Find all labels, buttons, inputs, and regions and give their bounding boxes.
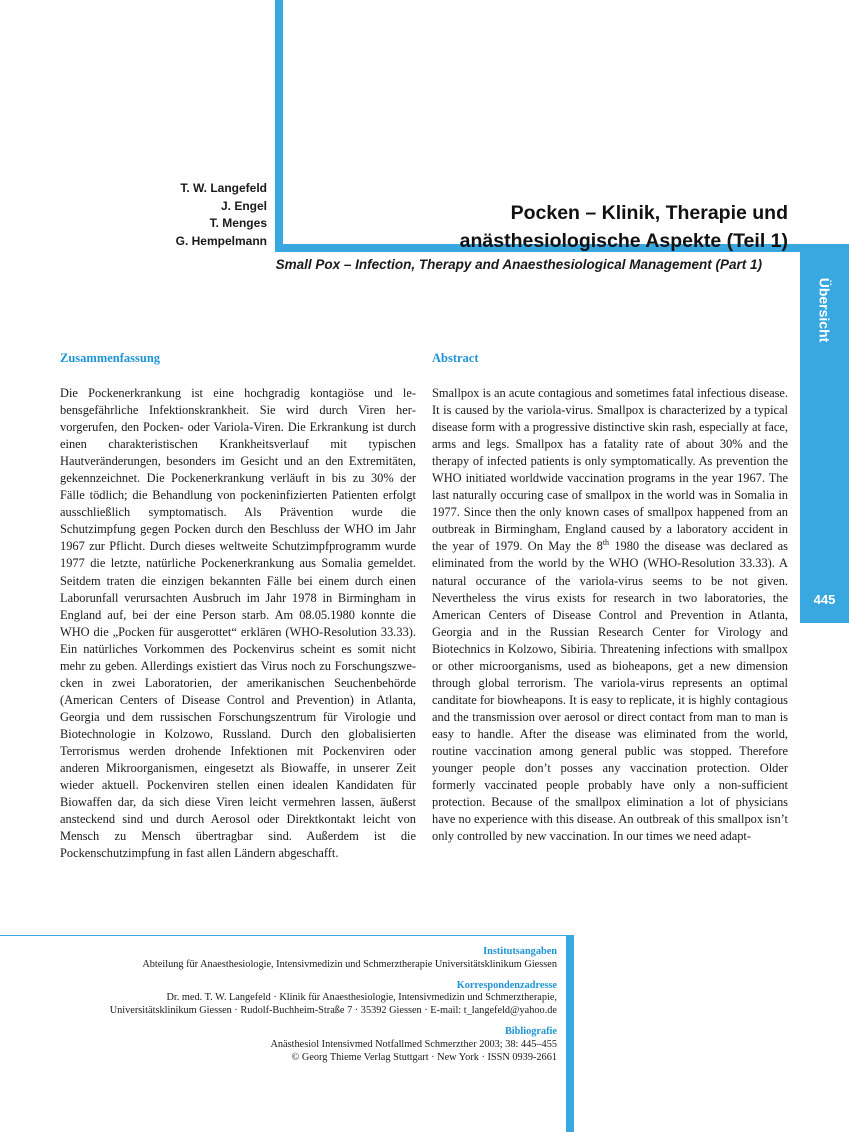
abstract-text: [432, 385, 788, 845]
zusammenfassung-heading: Zusammenfassung: [60, 351, 161, 365]
footer-vertical-rule: [566, 935, 574, 1132]
zusammenfassung-section: [60, 350, 416, 862]
abstract-text-part2: 1980 the disease was declared as eliminated from the world by the WHO (WHO-Resolution 33.33). A natural occurance of the variola-virus seems to be not given. Nevertheless the virus exists for research in two laboratories, the American Centers of Disease Control and Prevention in Atlanta, Georgia and in the Russian Research Center for Virology and Biotechnics in Kolzowo, Sibiria. Threatening infections with smallpox or other microorganisms, used as bioheapons, get a new dimension through global terrorism. The variola-virus represents an optimal canditate for biowheapons. It is easy to replicate, it is highly contagious and the transmission over aerosol or direct contact from man to man is easy to handle. After the disease was eliminated from the world, routine vaccination among general public was stopped. Therefore younger people don’t posses any vaccination protection. Older formerly vaccinated people probably have only a non-sufficient protection. Because of the smallpox elimination a lot of physicians have no experience with this disease. An outbreak of this smallpox isn’t only controlled by new vaccination. In our times we need adapt-: [432, 539, 788, 844]
title-line: Pocken – Klinik, Therapie und: [510, 202, 788, 224]
bibliografie-line: Anästhesiol Intensivmed Notfallmed Schmerzther 2003; 38: 445–455: [270, 1038, 557, 1050]
author-name: T. Menges: [209, 216, 267, 230]
author-name: J. Engel: [220, 198, 267, 213]
article-info-footer: [0, 946, 557, 1064]
side-tab-label: Übersicht: [816, 277, 833, 343]
page-number: 445: [813, 592, 836, 607]
ordinal-superscript: th: [602, 538, 610, 548]
author-name: G. Hempelmann: [175, 233, 267, 248]
institut-heading: Institutsangaben: [483, 946, 557, 957]
abstract-section: [432, 350, 788, 845]
zusammenfassung-text: Die Pockenerkrankung ist eine hochgradig kontagiöse und lebensgefährliche Infektionskrankheit. Sie wird durch Viren hervorgerufen, den Pocken- oder Variola-Viren. Die Erkrankung ist durch einen charakteristischen Krankheitsverlauf mit typischen Hautveränderungen, besonders im Gesicht und an den Extremitäten, gekennzeichnet. Die Pockenerkrankung verläuft in bis zu 30% der Fälle tödlich; die Behandlung von pockeninfizierten Patienten erfolgt ausschließlich symptomatisch. Als Prävention wurde die Schutzimpfung gegen Pocken durch den Beschluss der WHO im Jahr 1967 zur Pflicht. Durch dieses weltweite Schutzimpfprogramm wurde 1977 die letzte, natürliche Pockenerkrankung aus Somalia gemeldet. Seitdem traten die einzigen bekannten Fälle bei einem durch einen Laborunfall verursachten Ausbruch im Jahr 1978 in Birmingham in England auf, bei der eine Person starb. Am 08.05.1980 konnte die WHO die „Pocken für ausgerottet“ erklären (WHO-Resolution 33.33). Ein natürliches Vorkommen des Pockenvirus scheint es somit nicht mehr zu geben. Allerdings existiert das Virus noch zu Forschungszwecken in zwei Laboratorien, der amerikanischen Seuchenbehörde (American Centers of Disease Control and Prevention) in Atlanta, Georgia und dem russischen Forschungszentrum für Virologie und Biotechnologie in Kolzowo, Russland. Durch den globalisierten Terrorismus werden drohende Infektionen mit Pockenviren oder anderen Mikroorganismen, eingesetzt als Biowaffe, in unserer Zeit wieder aktuell. Pockenviren stellen einen idealen Kandidaten für Biowaffen dar, da sich diese Viren leicht vermehren lassen, äußerst ansteckend sind und durch Aerosol oder Direktkontakt leicht von Mensch zu Mensch übertragbar sind. Außerdem ist die Pockenschutzimpfung in fast allen Ländern abgeschafft.: [60, 386, 416, 861]
institut-text: Abteilung für Anaesthesiologie, Intensivmedizin und Schmerztherapie Universitätsklinikum Giessen: [142, 958, 557, 970]
bibliografie-line: © Georg Thieme Verlag Stuttgart · New York · ISSN 0939-2661: [291, 1051, 557, 1063]
bibliografie-heading: Bibliografie: [504, 1025, 557, 1037]
abstract-heading: Abstract: [432, 351, 479, 365]
article-subtitle: Small Pox – Infection, Therapy and Anaesthesiological Management (Part 1): [275, 257, 762, 272]
abstract-text-part1: Smallpox is an acute contagious and sometimes fatal infectious disease. It is caused by the variola-virus. Smallpox is characterized by a typical disease form with a progressive distinctive skin rash, especially at face, arms and legs. Smallpox has a fatality rate of about 30% and the therapy of infected patients is only symptomatically. As prevention the WHO initiated worldwide vaccination programs in the year 1967. The last naturally occuring case of smallpox in the world was in Somalia in 1977. Since then the only known cases of smallpox happened from an outbreak in Birmingham, England caused by a laboratory accident in the year of 1979. On May the 8: [432, 386, 788, 554]
author-list: [176, 180, 267, 250]
korrespondenz-line: Universitätsklinikum Giessen · Rudolf-Buchheim-Straße 7 · 35392 Giessen · E-mail: t_langefeld@yahoo.de: [109, 1005, 557, 1017]
korrespondenz-line: Dr. med. T. W. Langefeld · Klinik für Anaesthesiologie, Intensivmedizin und Schmerztherapie,: [166, 992, 557, 1004]
title-line: anästhesiologische Aspekte (Teil 1): [459, 230, 788, 252]
article-title: [460, 199, 788, 255]
korrespondenz-heading: Korrespondenzadresse: [456, 979, 557, 991]
author-name: T. W. Langefeld: [180, 181, 267, 195]
footer-horizontal-rule: [0, 935, 566, 936]
header-vertical-rule: [275, 0, 283, 252]
